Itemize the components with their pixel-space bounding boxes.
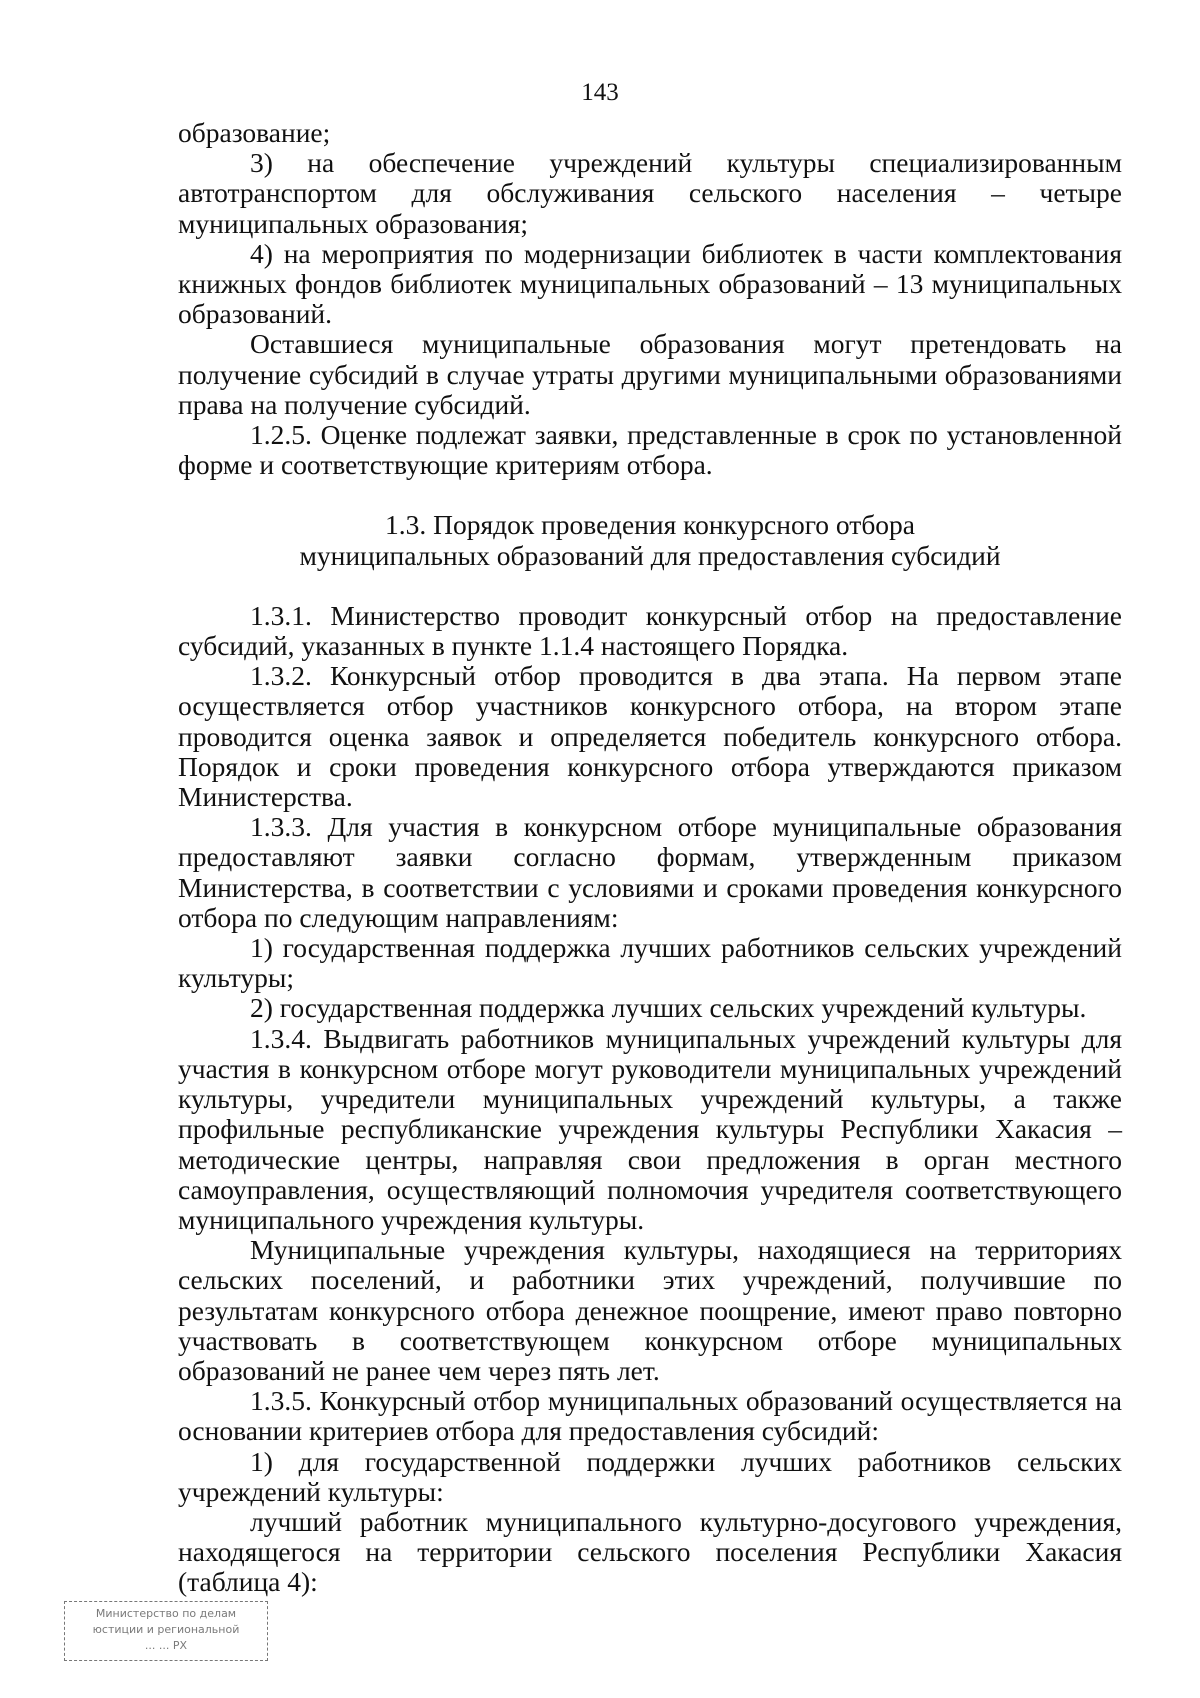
paragraph: 2) государственная поддержка лучших сельских учреждений культуры. (250, 992, 1087, 1024)
stamp-line-1: Министерство по делам (95, 1607, 237, 1620)
section-heading-line-2: муниципальных образований для предоставления субсидий (299, 539, 1001, 571)
paragraph: 3) на обеспечение учреждений культуры специализированным автотранспортом для обслуживания сельского населения – четыре муниципальных образования; (178, 147, 1122, 239)
paragraph: 1.3.2. Конкурсный отбор проводится в два этапа. На первом этапе осуществляется отбор участников конкурсного отбора, на втором этапе проводится оценка заявок и определяется победитель конкурсного отбора. Порядок и сроки проведения конкурсного отбора утверждаются приказом Министерства. (178, 660, 1122, 813)
document-body (178, 118, 1122, 1598)
paragraph: образование; (178, 117, 331, 148)
paragraph: 1) государственная поддержка лучших работников сельских учреждений культуры; (178, 932, 1122, 994)
paragraph: Муниципальные учреждения культуры, находящиеся на территориях сельских поселений, и работники этих учреждений, получившие по результатам конкурсного отбора денежное поощрение, имеют право повторно участвовать в соответствующем конкурсном отборе муниципальных образований не ранее чем через пять лет. (178, 1234, 1122, 1386)
registration-stamp (64, 1601, 268, 1661)
page-number: 143 (581, 79, 619, 106)
paragraph: Оставшиеся муниципальные образования могут претендовать на получение субсидий в случае утраты другими муниципальными образованиями права на получение субсидий. (178, 328, 1122, 420)
section-heading (178, 510, 1122, 570)
section-heading-line-1: 1.3. Порядок проведения конкурсного отбора (384, 509, 916, 541)
paragraph: лучший работник муниципального культурно-досугового учреждения, находящегося на территории сельского поселения Республики Хакасия (таблица 4): (178, 1505, 1122, 1598)
paragraph: 1) для государственной поддержки лучших работников сельских учреждений культуры: (178, 1445, 1122, 1507)
stamp-line-2: юстиции и региональной (92, 1623, 240, 1636)
paragraph: 1.3.3. Для участия в конкурсном отборе муниципальные образования предоставляют заявки согласно формам, утвержденным приказом Министерства, в соответствии с условиями и сроками проведения конкурсного отбора по следующим направлениям: (178, 811, 1122, 933)
paragraph: 1.3.1. Министерство проводит конкурсный отбор на предоставление субсидий, указанных в пункте 1.1.4 настоящего Порядка. (178, 599, 1122, 662)
stamp-line-3: ... ... РХ (144, 1639, 188, 1652)
paragraph: 1.3.5. Конкурсный отбор муниципальных образований осуществляется на основании критериев отбора для предоставления субсидий: (178, 1385, 1122, 1447)
paragraph: 1.2.5. Оценке подлежат заявки, представленные в срок по установленной форме и соответствующие критериям отбора. (178, 419, 1122, 481)
paragraph: 1.3.4. Выдвигать работников муниципальных учреждений культуры для участия в конкурсном отборе могут руководители муниципальных учреждений культуры, учредители муниципальных учреждений культуры, а также профильные республиканские учреждения культуры Республики Хакасия – методические центры, направляя свои предложения в орган местного самоуправления, осуществляющий полномочия учредителя соответствующего муниципального учреждения культуры. (178, 1022, 1122, 1235)
paragraph: 4) на мероприятия по модернизации библиотек в части комплектования книжных фондов библиотек муниципальных образований – 13 муниципальных образований. (178, 237, 1122, 330)
